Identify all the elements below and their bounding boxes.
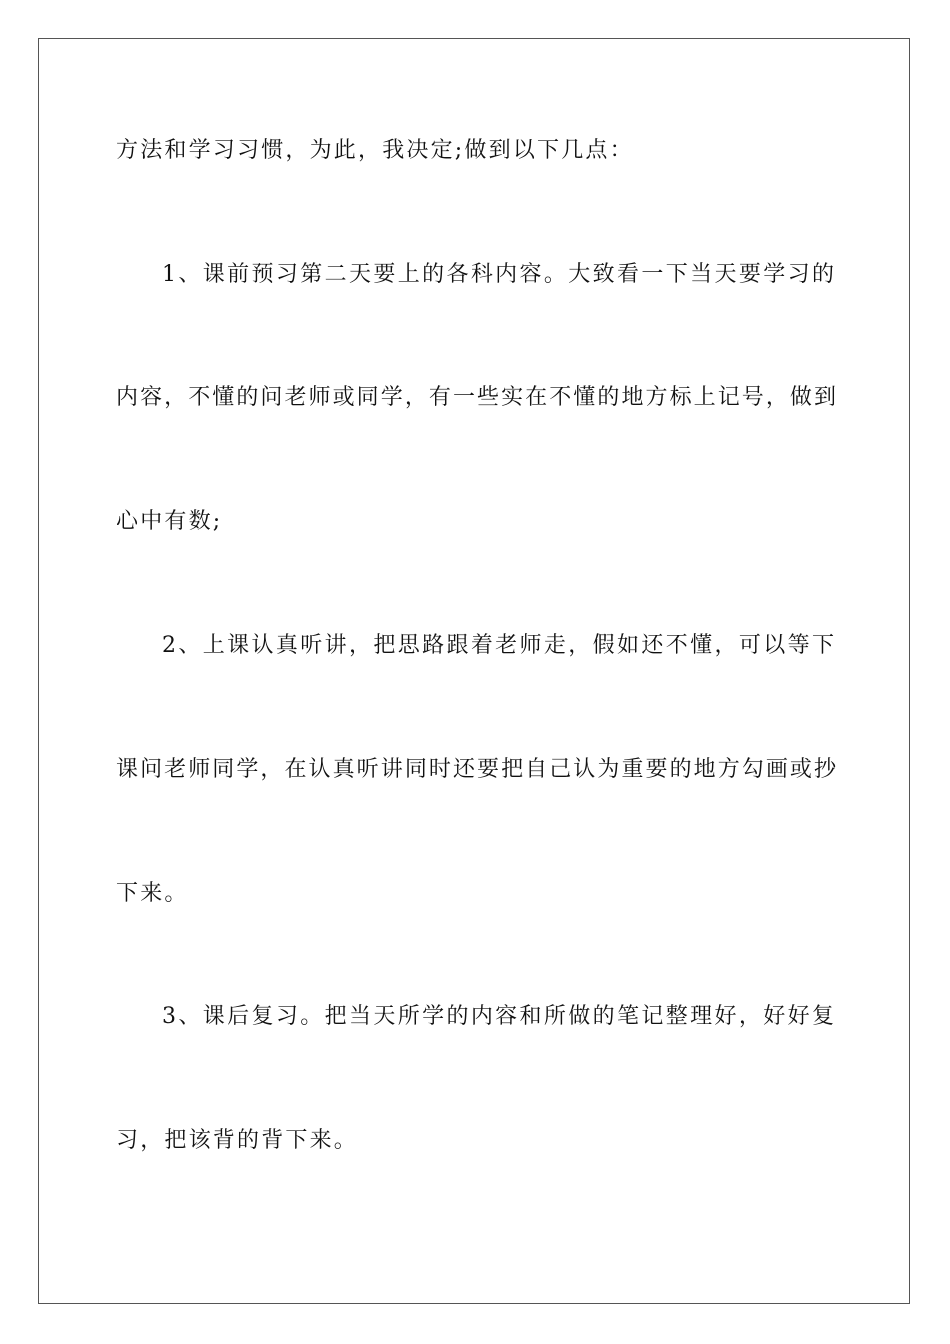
text-line: 2、上课认真听讲，把思路跟着老师走，假如还不懂，可以等下 bbox=[162, 633, 834, 658]
text-line: 课问老师同学，在认真听讲同时还要把自己认为重要的地方勾画或抄 bbox=[116, 757, 836, 782]
page-border bbox=[38, 38, 910, 1304]
text-line: 方法和学习习惯，为此，我决定;做到以下几点： bbox=[116, 138, 634, 163]
text-line: 3、课后复习。把当天所学的内容和所做的笔记整理好，好好复 bbox=[162, 1004, 834, 1029]
text-line: 1、课前预习第二天要上的各科内容。大致看一下当天要学习的 bbox=[162, 262, 834, 287]
text-line: 心中有数; bbox=[116, 509, 223, 534]
text-line: 习，把该背的背下来。 bbox=[116, 1128, 359, 1153]
text-line: 内容，不懂的问老师或同学，有一些实在不懂的地方标上记号，做到 bbox=[116, 385, 836, 410]
text-line: 下来。 bbox=[116, 881, 189, 906]
